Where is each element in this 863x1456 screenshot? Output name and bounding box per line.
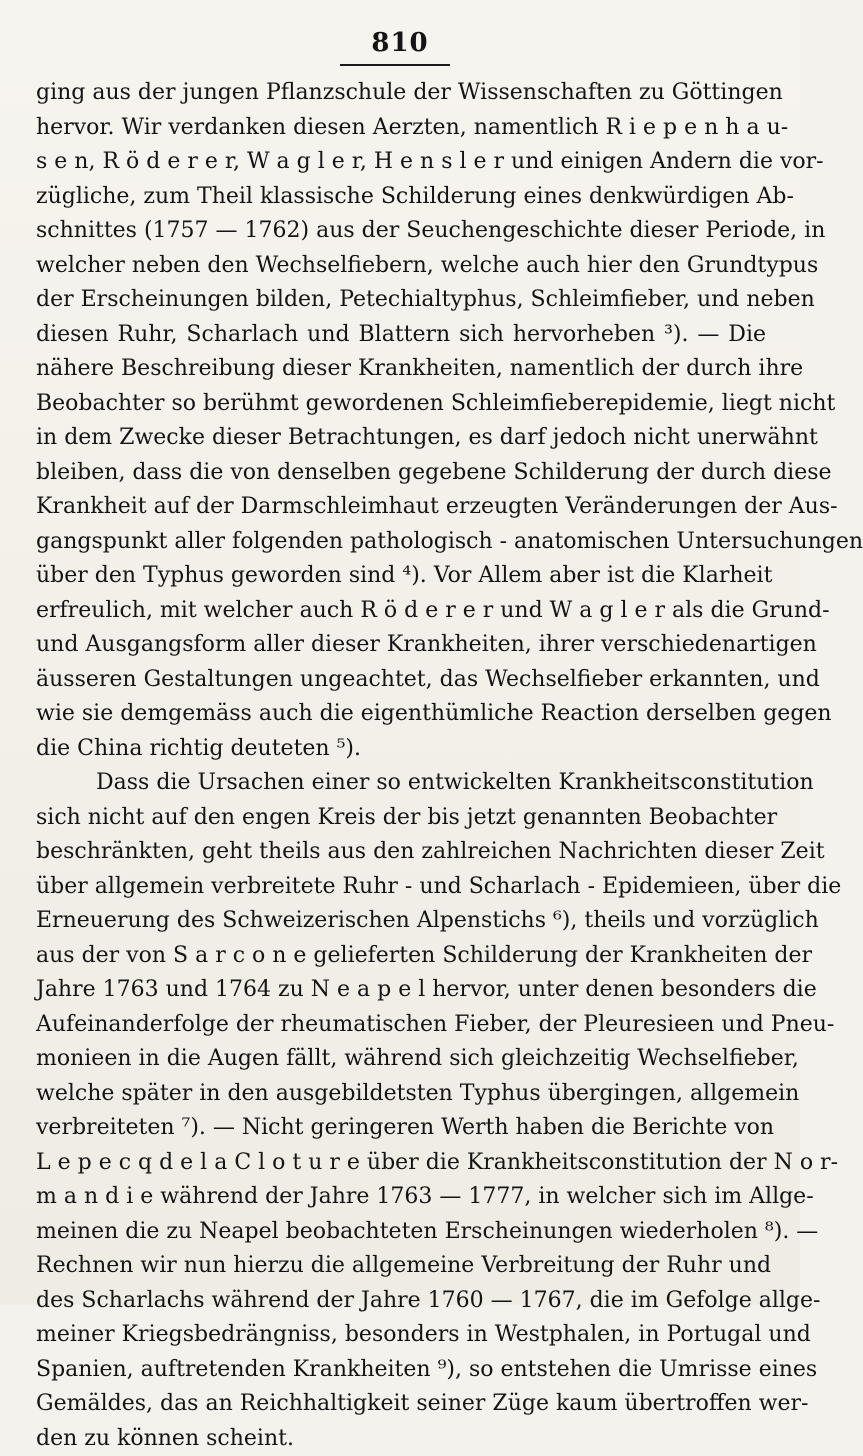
text-line: die China richtig deuteten ⁵).: [36, 732, 766, 767]
text-line: Aufeinanderfolge der rheumatischen Fieber, der Pleuresieen und Pneu-: [36, 1008, 766, 1043]
text-line: äusseren Gestaltungen ungeachtet, das Wechselfieber erkannten, und: [36, 663, 766, 698]
text-line: hervor. Wir verdanken diesen Aerzten, namentlich R i e p e n h a u-: [36, 111, 766, 146]
page-number-rule: [340, 64, 450, 66]
text-line: aus der von S a r c o n e gelieferten Schilderung der Krankheiten der: [36, 939, 766, 974]
text-line: beschränkten, geht theils aus den zahlreichen Nachrichten dieser Zeit: [36, 835, 766, 870]
text-line: L e p e c q d e l a C l o t u r e über die Krankheitsconstitution der N o r-: [36, 1146, 766, 1181]
text-line: meiner Kriegsbedrängniss, besonders in Westphalen, in Portugal und: [36, 1318, 766, 1353]
text-line: Spanien, auftretenden Krankheiten ⁹), so entstehen die Umrisse eines: [36, 1353, 766, 1388]
text-line: Beobachter so berühmt gewordenen Schleimfieberepidemie, liegt nicht: [36, 387, 766, 422]
page-number: 810: [0, 28, 800, 58]
text-line: Krankheit auf der Darmschleimhaut erzeugten Veränderungen der Aus-: [36, 490, 766, 525]
text-line: bleiben, dass die von denselben gegebene Schilderung der durch diese: [36, 456, 766, 491]
text-line: diesen Ruhr, Scharlach und Blattern sich hervorheben ³). — Die: [36, 318, 766, 353]
text-line: erfreulich, mit welcher auch R ö d e r e r und W a g l e r als die Grund-: [36, 594, 766, 629]
text-line: Erneuerung des Schweizerischen Alpenstichs ⁶), theils und vorzüglich: [36, 904, 766, 939]
text-line: meinen die zu Neapel beobachteten Erscheinungen wiederholen ⁸). —: [36, 1215, 766, 1250]
text-line: den zu können scheint.: [36, 1422, 766, 1456]
text-line: schnittes (1757 — 1762) aus der Seuchengeschichte dieser Periode, in: [36, 214, 766, 249]
text-line: in dem Zwecke dieser Betrachtungen, es darf jedoch nicht unerwähnt: [36, 421, 766, 456]
text-line: Dass die Ursachen einer so entwickelten Krankheitsconstitution: [36, 766, 766, 801]
text-line: welche später in den ausgebildetsten Typhus übergingen, allgemein: [36, 1077, 766, 1112]
text-line: sich nicht auf den engen Kreis der bis jetzt genannten Beobachter: [36, 801, 766, 836]
text-line: m a n d i e während der Jahre 1763 — 1777, in welcher sich im Allge-: [36, 1180, 766, 1215]
text-line: Jahre 1763 und 1764 zu N e a p e l hervor, unter denen besonders die: [36, 973, 766, 1008]
text-line: welcher neben den Wechselfiebern, welche auch hier den Grundtypus: [36, 249, 766, 284]
text-line: über allgemein verbreitete Ruhr - und Scharlach - Epidemieen, über die: [36, 870, 766, 905]
text-line: über den Typhus geworden sind ⁴). Vor Allem aber ist die Klarheit: [36, 559, 766, 594]
text-line: monieen in die Augen fällt, während sich gleichzeitig Wechselfieber,: [36, 1042, 766, 1077]
text-line: s e n, R ö d e r e r, W a g l e r, H e n s l e r und einigen Andern die vor-: [36, 145, 766, 180]
text-line: ging aus der jungen Pflanzschule der Wissenschaften zu Göttingen: [36, 76, 766, 111]
text-line: Rechnen wir nun hierzu die allgemeine Verbreitung der Ruhr und: [36, 1249, 766, 1284]
text-line: des Scharlachs während der Jahre 1760 — 1767, die im Gefolge allge-: [36, 1284, 766, 1319]
text-line: der Erscheinungen bilden, Petechialtyphus, Schleimfieber, und neben: [36, 283, 766, 318]
text-line: wie sie demgemäss auch die eigenthümliche Reaction derselben gegen: [36, 697, 766, 732]
text-line: gangspunkt aller folgenden pathologisch - anatomischen Untersuchungen: [36, 525, 766, 560]
text-line: und Ausgangsform aller dieser Krankheiten, ihrer verschiedenartigen: [36, 628, 766, 663]
body-text: [36, 76, 766, 1456]
text-line: verbreiteten ⁷). — Nicht geringeren Werth haben die Berichte von: [36, 1111, 766, 1146]
text-line: Gemäldes, das an Reichhaltigkeit seiner Züge kaum übertroffen wer-: [36, 1387, 766, 1422]
text-line: zügliche, zum Theil klassische Schilderung eines denkwürdigen Ab-: [36, 180, 766, 215]
text-line: nähere Beschreibung dieser Krankheiten, namentlich der durch ihre: [36, 352, 766, 387]
